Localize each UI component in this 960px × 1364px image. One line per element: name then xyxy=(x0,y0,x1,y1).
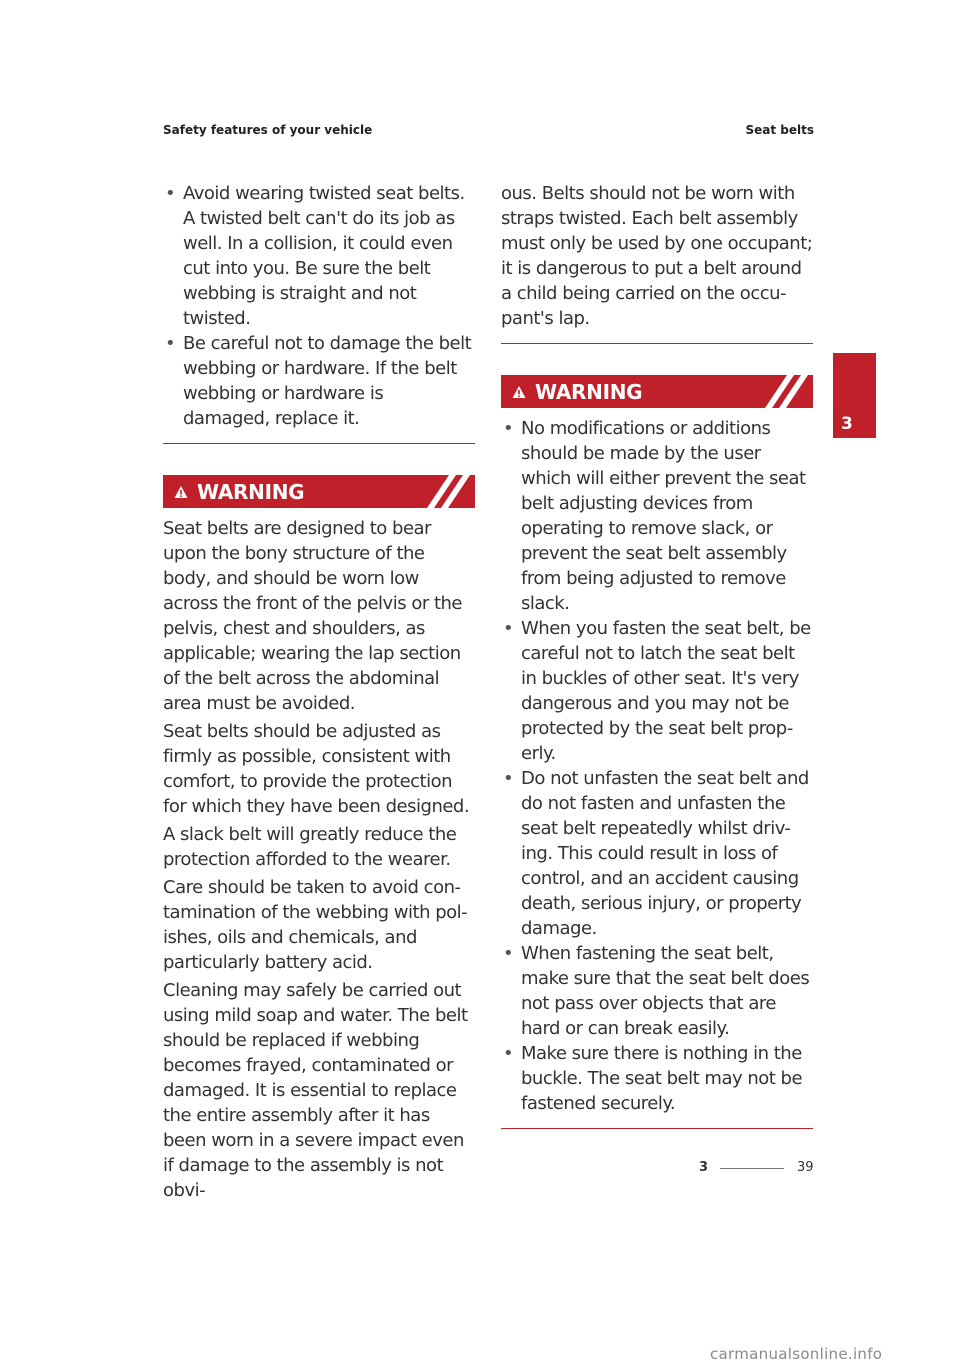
warning-triangle-icon xyxy=(174,485,188,499)
divider xyxy=(501,1128,813,1129)
right-column xyxy=(501,181,813,1160)
warning-banner xyxy=(163,475,475,508)
header-topic-title: Seat belts xyxy=(745,123,814,137)
list-item: • When fastening the seat belt, make sure that the seat belt does not pass over objects that are hard or can break easily. xyxy=(501,941,813,1041)
list-item: • Make sure there is nothing in the buckle. The seat belt may not be fastened securely. xyxy=(501,1041,813,1116)
warning-banner xyxy=(501,375,813,408)
divider xyxy=(501,343,813,344)
footer-chapter-number: 3 xyxy=(699,1160,709,1175)
footer-divider xyxy=(720,1168,784,1169)
page-number: 39 xyxy=(797,1160,814,1175)
list-item: • Be careful not to damage the belt webbing or hardware. If the belt webbing or hardware is damaged, replace it. xyxy=(163,331,475,431)
warning-label: WARNING xyxy=(197,479,305,504)
paragraph: Cleaning may safely be carried out using mild soap and water. The belt should be replaced if webbing becomes frayed, contaminated or damaged. It is essential to replace the entire assembly after it has been worn in a severe impact even if damage to the assembly is not obvi- xyxy=(163,980,468,1201)
paragraph: A slack belt will greatly reduce the protection afforded to the wearer. xyxy=(163,824,457,870)
paragraph: Seat belts should be adjusted as firmly as possible, consistent with comfort, to provide the protection for which they have been designed. xyxy=(163,721,470,817)
list-item: • Avoid wearing twisted seat belts. A twisted belt can't do its job as well. In a collision, it could even cut into you. Be sure the belt webbing is straight and not twisted. xyxy=(163,181,475,331)
paragraph-continuation: ous. Belts should not be worn with straps twisted. Each belt assembly must only be used by one occupant; it is dangerous to put a belt around a child being carried on the occu-pant's lap. xyxy=(501,183,813,329)
chapter-tab-number: 3 xyxy=(841,414,853,434)
paragraph: Care should be taken to avoid con-tamination of the webbing with pol-ishes, oils and chemicals, and particularly battery acid. xyxy=(163,877,468,973)
divider xyxy=(163,443,475,444)
slash-stripes-icon xyxy=(763,375,813,408)
list-item: • No modifications or additions should be made by the user which will either prevent the seat belt adjusting devices from operating to remove slack, or prevent the seat belt assembly from being adjusted to remove slack. xyxy=(501,416,813,616)
paragraph: Seat belts are designed to bear upon the bony structure of the body, and should be worn low across the front of the pelvis or the pelvis, chest and shoulders, as applicable; wearing the lap section of the belt across the abdominal area must be avoided. xyxy=(163,518,462,714)
chapter-tab xyxy=(833,353,876,438)
warning-body xyxy=(163,516,475,1203)
left-bullet-list xyxy=(163,181,475,431)
warning-label: WARNING xyxy=(535,379,643,404)
warning-triangle-icon xyxy=(512,385,526,399)
list-item: • Do not unfasten the seat belt and do not fasten and unfasten the seat belt repeatedly whilst driv-ing. This could result in loss of control, and an accident causing death, serious injury, or property damage. xyxy=(501,766,813,941)
header-section-title: Safety features of your vehicle xyxy=(163,123,373,137)
watermark: carmanualsonline.info xyxy=(710,1345,883,1363)
list-item: • When you fasten the seat belt, be careful not to latch the seat belt in buckles of other seat. It's very dangerous and you may not be protected by the seat belt prop-erly. xyxy=(501,616,813,766)
slash-stripes-icon xyxy=(425,475,475,508)
left-column xyxy=(163,181,475,1206)
right-bullet-list xyxy=(501,416,813,1116)
